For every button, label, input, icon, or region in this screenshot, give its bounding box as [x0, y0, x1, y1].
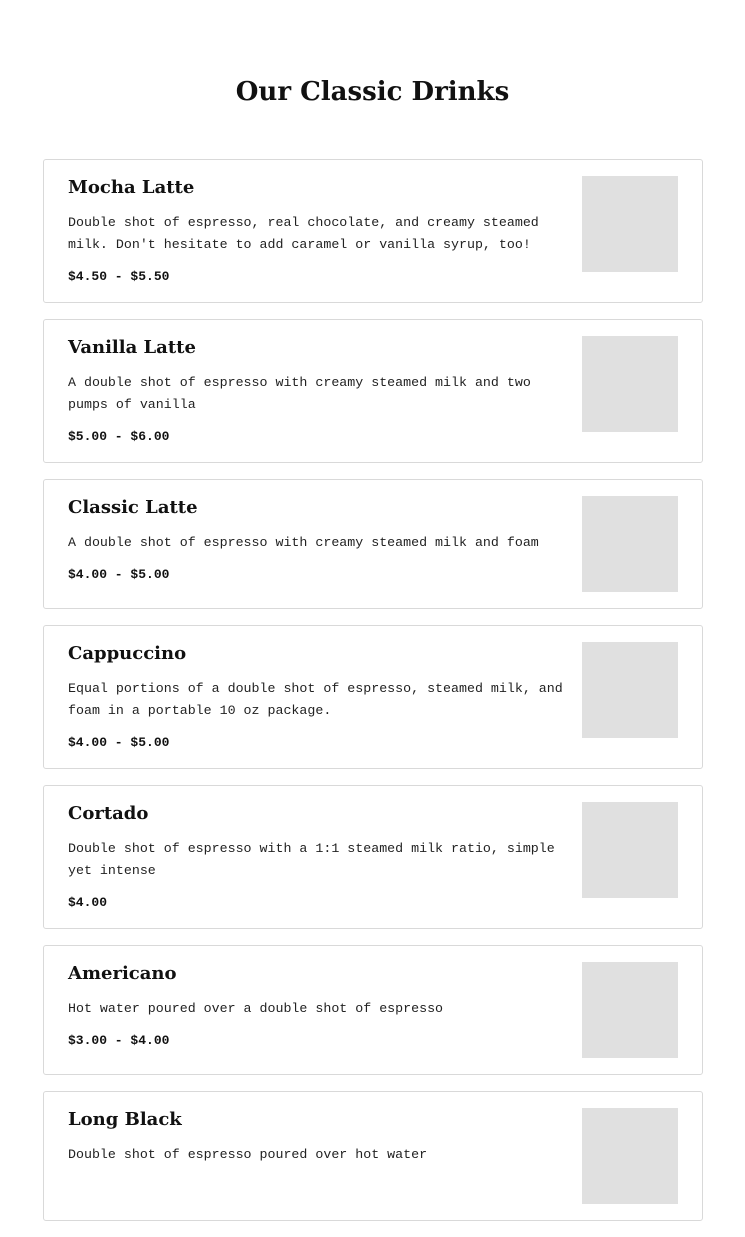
drink-price: $4.00 - $5.00	[68, 735, 170, 750]
drink-image-placeholder	[582, 1108, 678, 1204]
drink-description: Equal portions of a double shot of espresso, steamed milk, and foam in a portable 10 oz package.	[68, 681, 563, 718]
page-title: Our Classic Drinks	[235, 77, 510, 107]
drink-name: Cappuccino	[68, 643, 187, 664]
drink-description: A double shot of espresso with creamy steamed milk and foam	[68, 535, 539, 550]
menu-card-text	[68, 336, 582, 446]
menu-card-text	[68, 1108, 582, 1178]
menu-card-cappuccino[interactable]	[43, 625, 703, 769]
drink-name: Vanilla Latte	[68, 337, 196, 358]
drink-description: Double shot of espresso poured over hot water	[68, 1147, 428, 1162]
menu-card-text	[68, 802, 582, 912]
drink-name: Americano	[68, 963, 177, 984]
drink-image-placeholder	[582, 176, 678, 272]
menu-card-text	[68, 962, 582, 1050]
drink-price: $4.50 - $5.50	[68, 269, 170, 284]
drink-image-placeholder	[582, 336, 678, 432]
drink-description: Double shot of espresso, real chocolate, and creamy steamed milk. Don't hesitate to add caramel or vanilla syrup, too!	[68, 215, 539, 252]
menu-card-text	[68, 496, 582, 584]
menu-card-long-black[interactable]	[43, 1091, 703, 1221]
menu-card-vanilla-latte[interactable]	[43, 319, 703, 463]
drink-image-placeholder	[582, 962, 678, 1058]
drink-name: Classic Latte	[68, 497, 198, 518]
drink-image-placeholder	[582, 496, 678, 592]
drink-price: $5.00 - $6.00	[68, 429, 170, 444]
menu-card-mocha-latte[interactable]	[43, 159, 703, 303]
menu-card-cortado[interactable]	[43, 785, 703, 929]
drink-name: Long Black	[68, 1109, 182, 1130]
menu-card-text	[68, 176, 582, 286]
menu-card-classic-latte[interactable]	[43, 479, 703, 609]
menu-card-text	[68, 642, 582, 752]
drink-description: Double shot of espresso with a 1:1 steamed milk ratio, simple yet intense	[68, 841, 555, 878]
drink-image-placeholder	[582, 642, 678, 738]
drink-description: Hot water poured over a double shot of espresso	[68, 1001, 444, 1016]
drink-description: A double shot of espresso with creamy steamed milk and two pumps of vanilla	[68, 375, 531, 412]
drink-name: Cortado	[68, 803, 149, 824]
drink-price: $4.00	[68, 895, 108, 910]
drink-name: Mocha Latte	[68, 177, 195, 198]
drinks-menu-list	[43, 159, 703, 1237]
drink-price: $3.00 - $4.00	[68, 1033, 170, 1048]
drink-image-placeholder	[582, 802, 678, 898]
drink-price: $4.00 - $5.00	[68, 567, 170, 582]
menu-card-americano[interactable]	[43, 945, 703, 1075]
